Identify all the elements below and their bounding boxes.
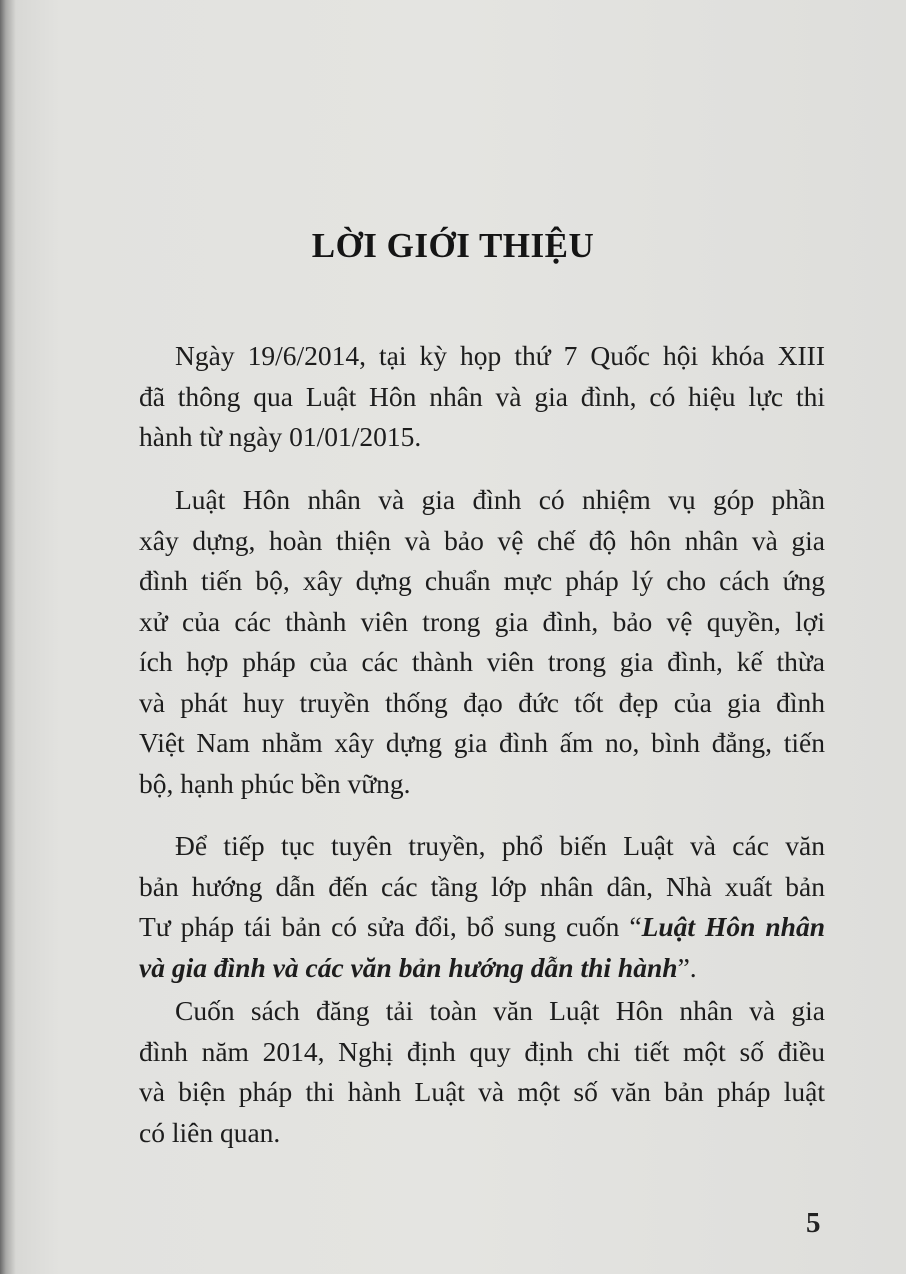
text-line: bản hướng dẫn đến các tầng lớp nhân dân, Nhà xuất bản	[139, 870, 825, 902]
text-line: xây dựng, hoàn thiện và bảo vệ chế độ hôn nhân và gia	[139, 524, 825, 556]
paragraph-2	[139, 480, 825, 804]
book-title-part-2: và gia đình và các văn bản hướng dẫn thi hành	[139, 951, 678, 983]
paragraph-4	[139, 991, 825, 1153]
text-line: có liên quan.	[139, 1116, 281, 1148]
text-line: Việt Nam nhằm xây dựng gia đình ấm no, bình đẳng, tiến	[139, 727, 825, 758]
page-title: LỜI GIỚI THIỆU	[311, 226, 595, 265]
text-line	[139, 948, 825, 989]
text-line: Ngày 19/6/2014, tại kỳ họp thứ 7 Quốc hội khóa XIII	[175, 340, 825, 371]
text-line: hành từ ngày 01/01/2015.	[139, 421, 422, 452]
text-span: Tư pháp tái bản có sửa đổi, bổ sung cuốn “	[139, 911, 642, 942]
text-line: đã thông qua Luật Hôn nhân và gia đình, có hiệu lực thi	[139, 380, 825, 412]
text-line: và phát huy truyền thống đạo đức tốt đẹp của gia đình	[139, 686, 825, 718]
text-line	[139, 907, 825, 948]
text-line: đình năm 2014, Nghị định quy định chi tiết một số điều	[139, 1035, 825, 1067]
text-line: xử của các thành viên trong gia đình, bảo vệ quyền, lợi	[139, 605, 825, 637]
paragraph-1	[139, 336, 825, 458]
text-line: và biện pháp thi hành Luật và một số văn bản pháp luật	[139, 1076, 825, 1107]
page-number: 5	[806, 1207, 821, 1239]
text-line: đình tiến bộ, xây dựng chuẩn mực pháp lý cho cách ứng	[139, 565, 825, 596]
paragraph-3	[139, 826, 825, 988]
book-title-part-1: Luật Hôn nhân	[641, 911, 825, 942]
text-line: ích hợp pháp của các thành viên trong gia đình, kế thừa	[139, 646, 825, 677]
text-span: ”.	[677, 951, 697, 983]
text-line: Để tiếp tục tuyên truyền, phổ biến Luật và các văn	[175, 830, 825, 861]
text-line: bộ, hạnh phúc bền vững.	[139, 767, 411, 799]
text-line: Cuốn sách đăng tải toàn văn Luật Hôn nhân và gia	[175, 995, 825, 1026]
text-line: Luật Hôn nhân và gia đình có nhiệm vụ góp phần	[175, 484, 825, 515]
